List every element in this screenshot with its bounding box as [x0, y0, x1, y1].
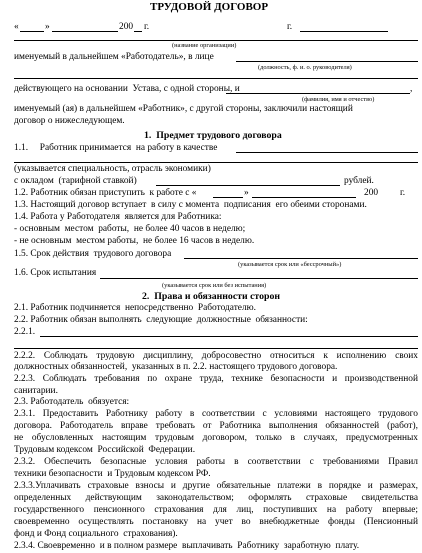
clause-2-3-3-line-2: определенных действующим законодательством; оформлять страховые свидетельства [14, 493, 418, 503]
position-blank-2 [14, 162, 418, 163]
duties-blank-1 [40, 336, 418, 337]
option-main-job: - основным местом работы, не более 40 часов в неделю; [14, 224, 246, 234]
term-caption: (указывается срок или «бессрочный») [238, 261, 342, 268]
start-year-prefix: 200 [364, 188, 379, 198]
representative-caption: (должность, ф. и. о. руководителя) [258, 64, 352, 71]
worker-name-blank [226, 93, 410, 94]
year-blank [134, 31, 142, 32]
clause-2-3: 2.3. Работодатель обязуется: [14, 397, 130, 407]
year-prefix: 200 [119, 22, 134, 32]
trial-caption: (указывается срок или без испытания) [162, 282, 267, 289]
clause-1-2: 1.2. Работник обязан приступить к работе с « [14, 188, 197, 198]
rubles-label: рублей. [344, 176, 374, 186]
date-open-quote: « [14, 22, 19, 32]
clause-2-3-3-line-4: своевременно осуществлять постановку на учет во внебюджетные фонды (Пенсионный [14, 517, 418, 527]
fio-caption: (фамилия, имя и отчество) [302, 96, 375, 103]
basis-line: действующего на основании Устава, с одной стороны, и [14, 84, 240, 94]
clause-1-1: 1.1. Работник принимается на работу в качестве [14, 143, 218, 153]
representative-blank [236, 61, 418, 62]
clause-2-3-1-line-3: не обусловленных настоящим трудовым договором, только в случаях, предусмотренных [14, 433, 418, 443]
worker-line-2: договор о нижеследующем. [14, 116, 125, 126]
clause-1-5: 1.5. Срок действия трудового договора [14, 249, 172, 259]
start-month-blank [252, 197, 356, 198]
clause-2-2-1: 2.2.1. [14, 327, 36, 337]
clause-2-3-1-line-4: Трудовым кодексом Российской Федерации. [14, 445, 196, 455]
start-year-suffix: г. [400, 188, 406, 198]
section-2-heading: 2. Права и обязанности сторон [142, 291, 280, 302]
clause-2-2-2-line-1: 2.2.2. Соблюдать трудовую дисциплину, добросовестно относиться к исполнению своих [14, 351, 418, 361]
year-suffix: г. [144, 22, 150, 32]
trial-blank [100, 278, 418, 279]
salary-label: с окладом (тарифной ставкой) [14, 176, 137, 186]
day-blank [20, 31, 44, 32]
clause-2-3-2-line-1: 2.3.2. Обеспечить безопасные условия работы в соответствии с требованиями Правил [14, 457, 418, 467]
term-blank [184, 258, 418, 259]
city-blank [300, 31, 388, 32]
employer-line: именуемый в дальнейшем «Работодатель», в лице [14, 52, 214, 62]
section-1-heading: 1. Предмет трудового договора [144, 130, 282, 141]
organization-caption: (название организации) [172, 42, 237, 49]
clause-2-3-2-line-2: техники безопасности и Трудовым кодексом РФ. [14, 469, 211, 479]
document-title: ТРУДОВОЙ ДОГОВОР [150, 1, 269, 13]
clause-1-4: 1.4. Работа у Работодателя является для Работника: [14, 212, 222, 222]
representative-name-blank [14, 78, 418, 79]
comma: , [410, 84, 413, 94]
clause-2-3-4: 2.3.4. Своевременно и в полном размере выплачивать Работнику заработную плату. [14, 541, 360, 551]
start-close-quote: » [244, 188, 249, 198]
option-side-job: - не основным местом работы, не более 16 часов в неделю. [14, 236, 255, 246]
clause-2-1: 2.1. Работник подчиняется непосредственно Работодателю. [14, 303, 256, 313]
salary-blank [156, 185, 340, 186]
city-prefix: г. [287, 22, 293, 32]
date-close-quote: » [45, 22, 50, 32]
clause-1-6: 1.6. Срок испытания [14, 268, 97, 278]
clause-2-3-3-line-1: 2.3.3.Уплачивать страховые взносы и другие обязательные платежи в порядке и размерах, [14, 481, 418, 491]
clause-2-2-3-line-2: санитарии. [14, 386, 58, 396]
duties-blank-2 [14, 348, 418, 349]
month-blank [52, 31, 118, 32]
clause-2-3-1-line-2: договора. Работодатель вправе требовать от Работника выполнения обязанностей (работ), [14, 421, 418, 431]
specialty-caption: (указывается специальность, отрасль экономики) [14, 164, 211, 174]
start-day-blank [213, 197, 243, 198]
clause-2-2-3-line-1: 2.2.3. Соблюдать требования по охране труда, технике безопасности и производственной [14, 374, 418, 384]
clause-2-2-2-line-2: должностных обязанностей, указанных в п. 2.2. настоящего трудового договора. [14, 362, 338, 372]
worker-line-1: именуемый (ая) в дальнейшем «Работник», с другой стороны, заключили настоящий [14, 104, 353, 114]
clause-2-2: 2.2. Работник обязан выполнять следующие должностные обязанности: [14, 315, 308, 325]
clause-1-3: 1.3. Настоящий договор вступает в силу с момента подписания его обеими сторонами. [14, 200, 367, 210]
clause-2-3-3-line-5: фонд и Фонд социального страхования). [14, 529, 178, 539]
clause-2-3-3-line-3: государственного пенсионного страхования для лиц, поступивших на работу впервые; [14, 505, 418, 515]
position-blank [236, 152, 418, 153]
clause-2-3-1-line-1: 2.3.1. Предоставить Работнику работу в соответствии с условиями настоящего трудового [14, 409, 418, 419]
organization-blank [14, 40, 418, 41]
